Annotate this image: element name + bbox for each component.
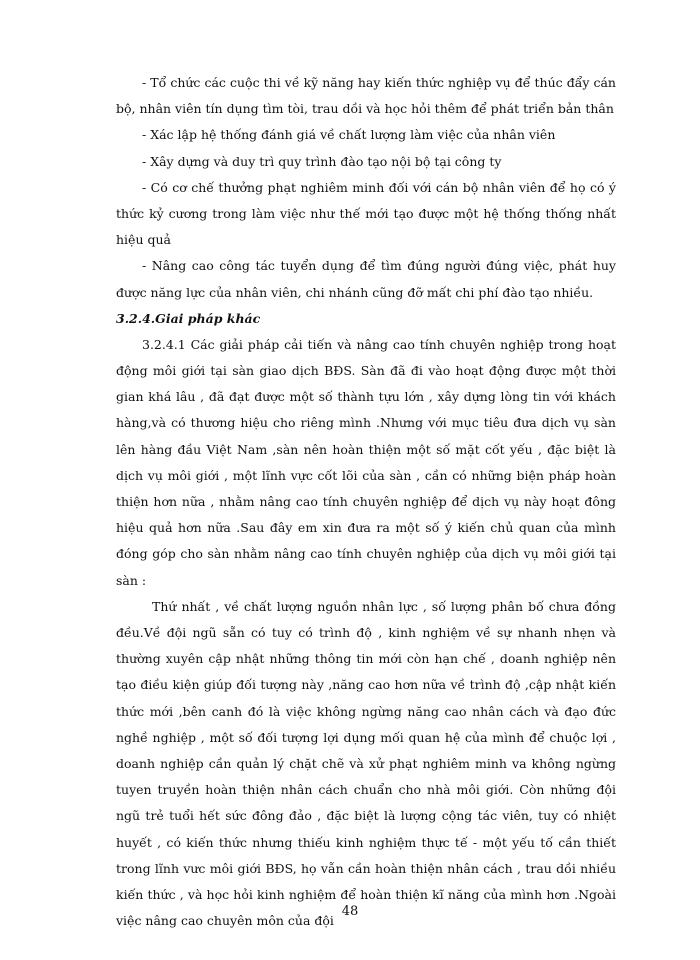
bullet-evaluation: - Xác lập hệ thống đánh giá về chất lượng làm việc của nhân viên bbox=[142, 127, 556, 143]
document-body bbox=[116, 70, 616, 935]
page-number: 48 bbox=[341, 904, 359, 919]
bullet-recruitment: - Nâng cao công tác tuyển dụng để tìm đúng người đúng việc, phát huy được năng lực của nhân viên, chi nhánh cũng đỡ mất chi phí đào tạo nhiều. bbox=[116, 258, 616, 300]
bullet-training: - Xây dựng và duy trì quy trình đào tạo nội bộ tại công ty bbox=[142, 153, 502, 169]
paragraph-professionalism: 3.2.4.1 Các giải pháp cải tiến và nâng cao tính chuyên nghiệp trong hoạt động môi giới tại sàn giao dịch BĐS. Sàn đã đi vào hoạt động được một thời gian khá lâu , đã đạt được một số thành tựu lớn , xây dựng lòng tin với khách hàng,và có thương hiệu cho riêng mình .Nhưng với mục tiêu đưa dịch vụ sàn lên hàng đầu Việt Nam ,sàn nên hoàn thiện một số mặt cốt yếu , đặc biệt là dịch vụ môi giới , một lĩnh vực cốt lõi của sàn , cần có những biện pháp hoàn thiện hơn nữa , nhằm nâng cao tính chuyên nghiệp để dịch vụ này hoạt đông hiệu quả hơn nữa .Sau đây em xin đưa ra một số ý kiến chủ quan của mình đóng góp cho sàn nhằm nâng cao tính chuyên nghiệp của dịch vụ môi giới tại sàn : bbox=[116, 336, 616, 588]
paragraph-human-resources: Thứ nhất , về chất lượng nguồn nhân lực , số lượng phân bố chưa đồng đều.Về đội ngũ sẵn có tuy có trình độ , kinh nghiệm về sự nhanh nhẹn và thường xuyên cập nhật những thông tin mới còn hạn chế , doanh nghiệp nên tạo điều kiện giúp đối tượng này ,năng cao hơn nữa về trình độ ,cập nhật kiến thức mới ,bên canh đó là việc không ngừng năng cao nhân cách và đạo đức nghề nghiệp , một số đối tượng lợi dụng mối quan hệ của mình để chuộc lợi , doanh nghiệp cần quản lý chặt chẽ và xử phạt nghiêm minh va không ngừng tuyen truyền hoàn thiện nhân cách chuẩn cho nhà môi giới. Còn những đội ngũ trẻ tuổi hết sức đông đảo , đặc biệt là lượng cộng tác viên, tuy có nhiệt huyết , có kiến thức nhưng thiếu kinh nghiệm thực tế - một yếu tố cần thiết trong lĩnh vưc môi giới BĐS, họ vẫn cần hoàn thiện nhân cách , trau dồi nhiều kiến thức , và học hỏi kinh nghiệm để hoàn thiện kĩ năng của mình hơn .Ngoài việc nâng cao chuyên môn của đội bbox=[116, 598, 616, 929]
section-heading: 3.2.4.Giai pháp khác bbox=[116, 310, 261, 326]
bullet-competition: - Tổ chức các cuộc thi về kỹ năng hay kiến thức nghiệp vụ để thúc đẩy cán bộ, nhân viên tín dụng tìm tòi, trau dồi và học hỏi thêm để phát triển bản thân bbox=[116, 75, 616, 117]
bullet-reward-penalty: - Có cơ chế thưởng phạt nghiêm minh đối với cán bộ nhân viên để họ có ý thức kỷ cương trong làm việc như thế mới tạo được một hệ thống thống nhất hiệu quả bbox=[116, 179, 616, 248]
